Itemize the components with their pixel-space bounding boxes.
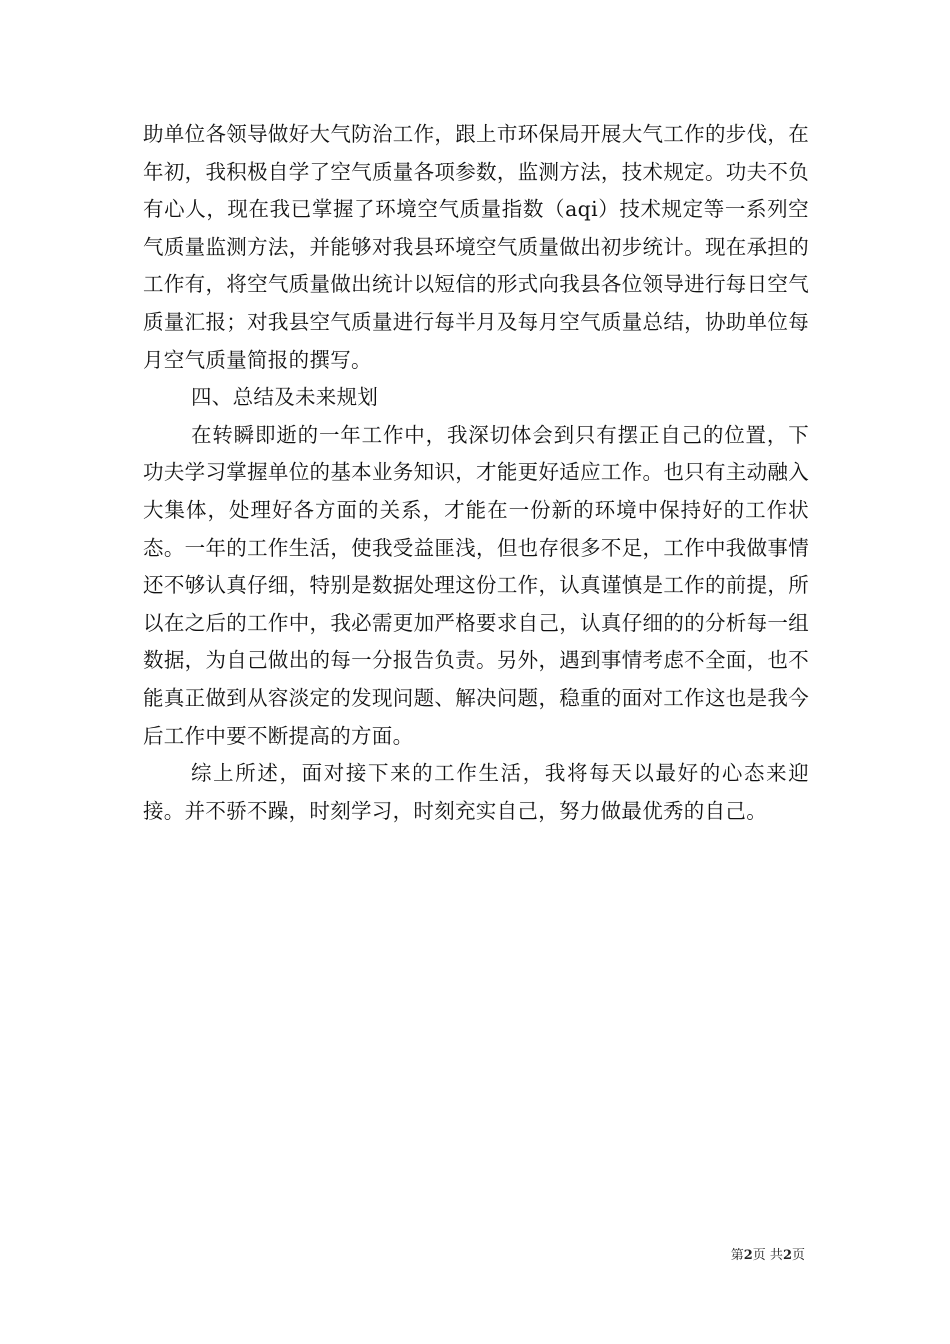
footer-total-pages: 2 <box>782 1248 792 1263</box>
footer-current-page: 2 <box>743 1248 753 1263</box>
footer-suffix: 页 <box>791 1248 805 1263</box>
page-footer <box>731 1248 805 1264</box>
document-body <box>143 116 809 830</box>
footer-middle: 页 共 <box>752 1248 783 1263</box>
paragraph-summary: 在转瞬即逝的一年工作中，我深切体会到只有摆正自己的位置，下功夫学习掌握单位的基本业务知识，才能更好适应工作。也只有主动融入大集体，处理好各方面的关系，才能在一份新的环境中保持好的工作状态。一年的工作生活，使我受益匪浅，但也存很多不足，工作中我做事情还不够认真仔细，特别是数据处理这份工作，认真谨慎是工作的前提，所以在之后的工作中，我必需更加严格要求自己，认真仔细的的分析每一组数据，为自己做出的每一分报告负责。另外，遇到事情考虑不全面，也不能真正做到从容淡定的发现问题、解决问题，稳重的面对工作这也是我今后工作中要不断提高的方面。 <box>143 422 809 748</box>
paragraph-continuation: 助单位各领导做好大气防治工作，跟上市环保局开展大气工作的步伐，在年初，我积极自学了空气质量各项参数，监测方法，技术规定。功夫不负有心人，现在我已掌握了环境空气质量指数（aqi）技术规定等一系列空气质量监测方法，并能够对我县环境空气质量做出初步统计。现在承担的工作有，将空气质量做出统计以短信的形式向我县各位领导进行每日空气质量汇报；对我县空气质量进行每半月及每月空气质量总结，协助单位每月空气质量简报的撰写。 <box>143 122 809 372</box>
paragraph-conclusion: 综上所述，面对接下来的工作生活，我将每天以最好的心态来迎接。并不骄不躁，时刻学习，时刻充实自己，努力做最优秀的自己。 <box>143 761 809 823</box>
section-heading: 四、总结及未来规划 <box>191 385 379 410</box>
footer-prefix: 第 <box>730 1248 744 1263</box>
